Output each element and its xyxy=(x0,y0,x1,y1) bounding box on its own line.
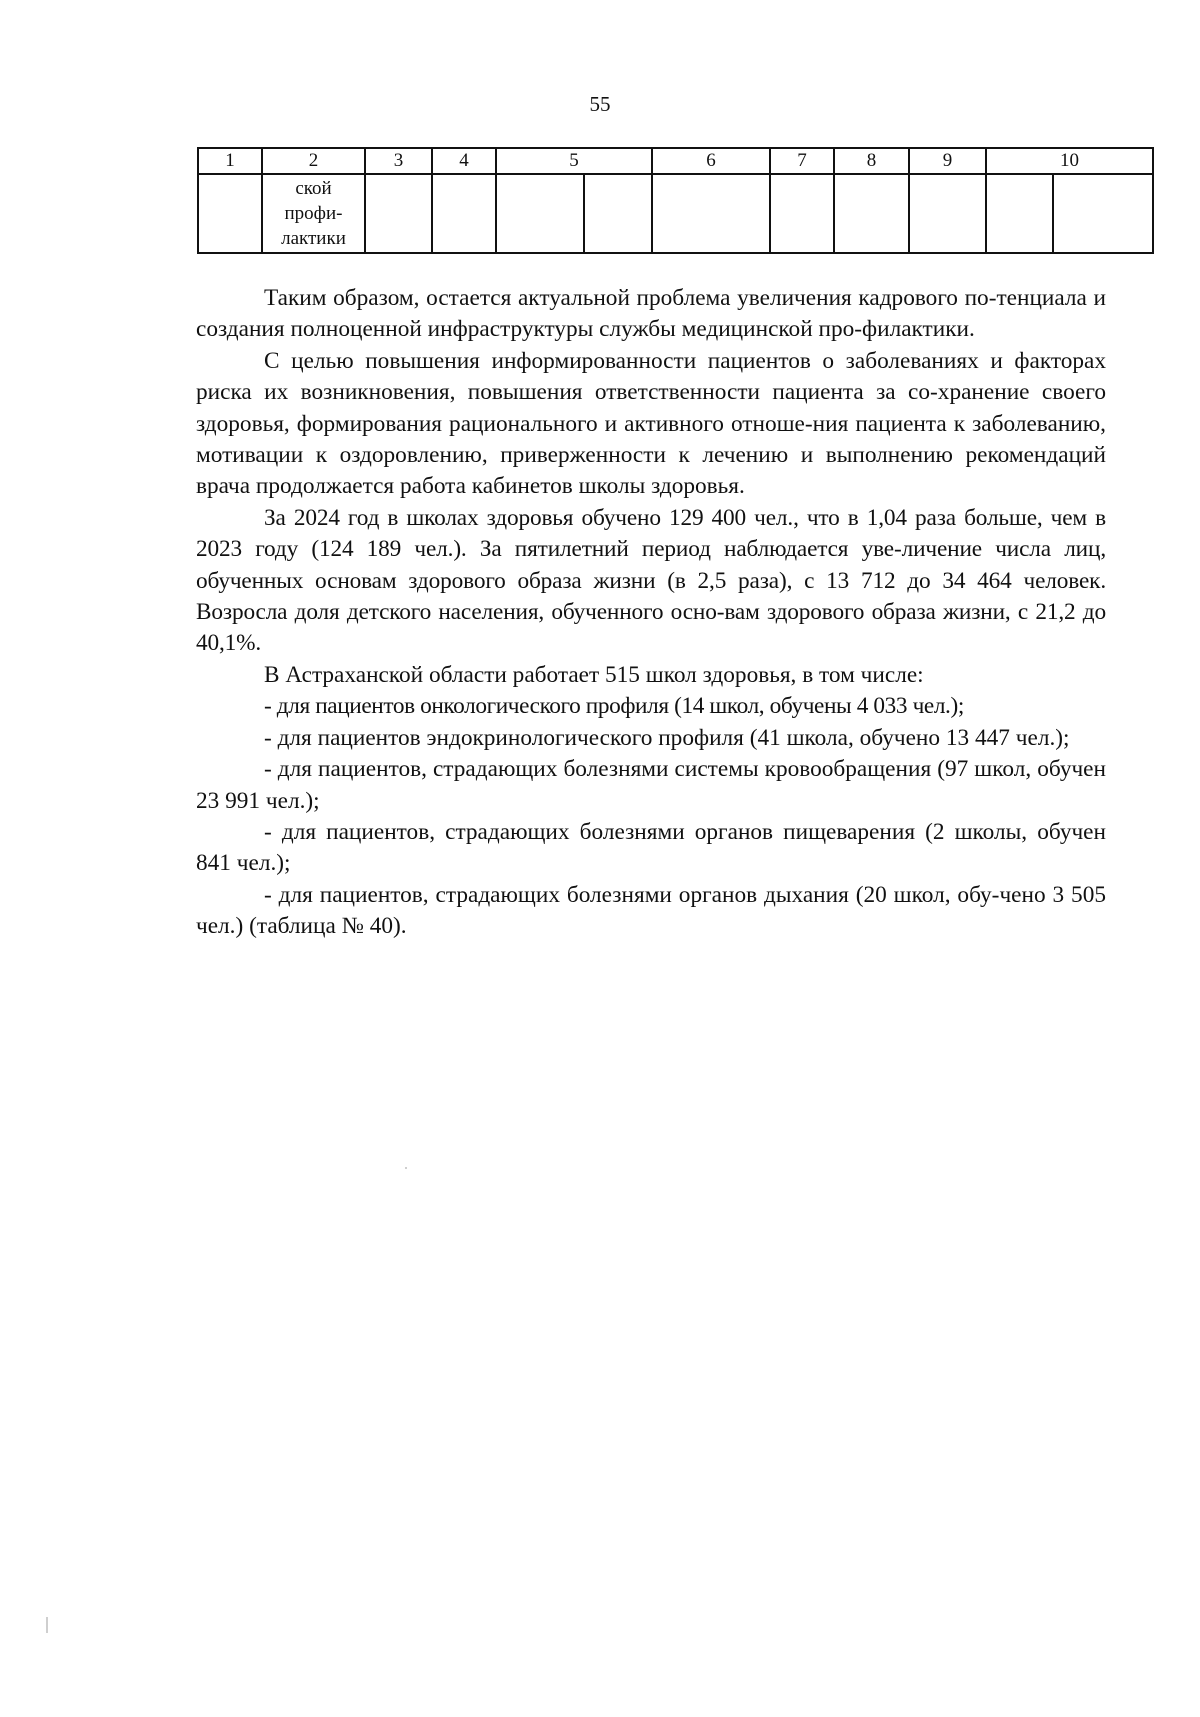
table-cell xyxy=(432,174,496,253)
list-item-respiratory: - для пациентов, страдающих болезнями органов дыхания (20 школ, обу-чено 3 505 чел.) (таблица № 40). xyxy=(196,881,1106,940)
table-header-cell: 8 xyxy=(834,148,909,174)
scan-speck xyxy=(405,1167,407,1169)
list-item-endocrinology: - для пациентов эндокринологического профиля (41 школа, обучено 13 447 чел.); xyxy=(264,724,1070,751)
table-cell xyxy=(834,174,909,253)
paragraph-conclusion: Таким образом, остается актуальной проблема увеличения кадрового по-тенциала и создания полноценной инфраструктуры службы медицинской про-филактики. xyxy=(196,285,1106,343)
table-header-cell: 9 xyxy=(909,148,986,174)
table-cell xyxy=(652,174,770,253)
list-item-circulatory: - для пациентов, страдающих болезнями системы кровообращения (97 школ, обучен 23 991 чел.); xyxy=(196,756,1106,814)
table-cell xyxy=(496,174,584,253)
table-row xyxy=(198,174,1153,253)
table-header-cell: 7 xyxy=(770,148,834,174)
table-header-row xyxy=(198,148,1153,174)
list-item-oncology: - для пациентов онкологического профиля (14 школ, обучены 4 033 чел.); xyxy=(264,693,964,720)
paragraph-health-schools-purpose: С целью повышения информированности пациентов о заболеваниях и факторах риска их возникновения, повышения ответственности пациента за со-хранение своего здоровья, формирования рационального и активного отноше-ния пациента к заболеванию, мотивации к оздоровлению, приверженности к лечению и выполнению рекомендаций врача продолжается работа кабинетов школы здоровья. xyxy=(196,347,1106,500)
table-cell xyxy=(198,174,262,253)
table-cell xyxy=(1053,174,1153,253)
table-cell xyxy=(986,174,1053,253)
table-cell xyxy=(584,174,652,253)
table-header-cell: 3 xyxy=(365,148,432,174)
table-header-cell: 4 xyxy=(432,148,496,174)
list-item-digestive: - для пациентов, страдающих болезнями органов пищеварения (2 школы, обучен 841 чел.); xyxy=(196,818,1106,877)
paragraph-schools-count: В Астраханской области работает 515 школ здоровья, в том числе: xyxy=(264,661,924,688)
table-header-cell: 5 xyxy=(496,148,652,174)
table-header-cell: 10 xyxy=(986,148,1153,174)
paragraph-training-statistics: За 2024 год в школах здоровья обучено 129 400 чел., что в 1,04 раза больше, чем в 2023 году (124 189 чел.). За пятилетний период наблюдается уве-личение числа лиц, обученных основам здорового образа жизни (в 2,5 раза), с 13 712 до 34 464 человек. Возросла доля детского населения, обученного осно-вам здорового образа жизни, с 21,2 до 40,1%. xyxy=(196,504,1106,657)
table-cell xyxy=(365,174,432,253)
table-cell xyxy=(770,174,834,253)
page-number: 55 xyxy=(589,92,611,116)
table-header-cell: 1 xyxy=(198,148,262,174)
body-text xyxy=(196,283,1106,943)
scan-speck xyxy=(46,1617,48,1633)
table-header-cell: 6 xyxy=(652,148,770,174)
table-cell: ской профи- лактики xyxy=(262,174,365,253)
table-cell xyxy=(909,174,986,253)
table-header-cell: 2 xyxy=(262,148,365,174)
continued-table xyxy=(197,147,1154,254)
